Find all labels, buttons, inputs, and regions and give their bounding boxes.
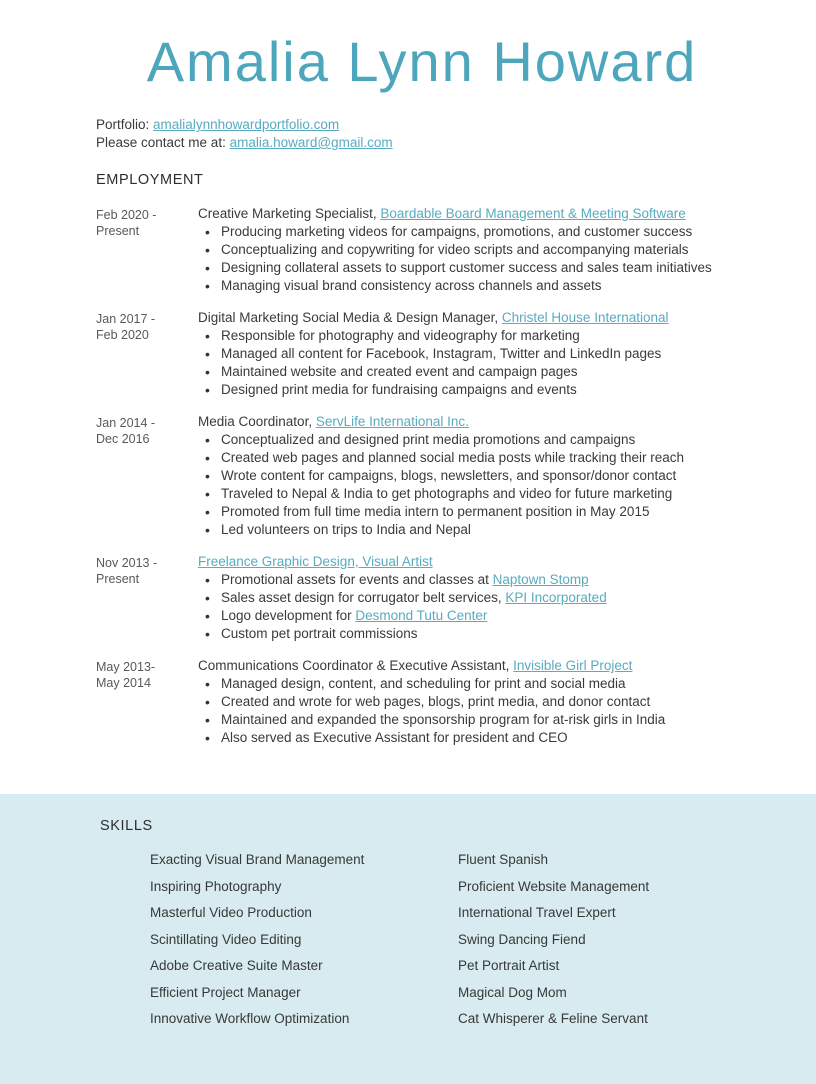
job-date-line: Jan 2017 - (96, 312, 156, 326)
bullet-text: Conceptualizing and copywriting for video scripts and accompanying materials (221, 242, 689, 257)
bullet-text: Designed print media for fundraising campaigns and events (221, 382, 577, 397)
skill-item: Scintillating Video Editing (150, 931, 302, 947)
bullet-text: Maintained website and created event and campaign pages (221, 364, 578, 379)
bullet-text: Custom pet portrait commissions (221, 626, 418, 641)
job-title (198, 553, 768, 571)
job-bullet (198, 449, 768, 467)
skill-item: Innovative Workflow Optimization (150, 1011, 350, 1026)
job-content (198, 309, 768, 399)
job-title-link[interactable]: Freelance Graphic Design, Visual Artist (198, 554, 433, 569)
bullet-text: Traveled to Nepal & India to get photographs and video for future marketing (221, 486, 673, 501)
job-dates (96, 657, 198, 747)
job-bullet (198, 607, 768, 625)
job-date-line: Dec 2016 (96, 432, 150, 446)
job-dates (96, 205, 198, 295)
job-bullet (198, 345, 768, 363)
skill-item: Masterful Video Production (150, 905, 312, 920)
bullet-text: Sales asset design for corrugator belt services, (221, 590, 506, 605)
contact-block (96, 116, 816, 152)
skill-item: Swing Dancing Fiend (458, 931, 586, 947)
skill-item: Fluent Spanish (458, 852, 549, 867)
job-entry (96, 205, 768, 295)
job-bullet (198, 277, 768, 295)
bullet-text: Managing visual brand consistency across channels and assets (221, 278, 602, 293)
job-title-text: Digital Marketing Social Media & Design Manager, (198, 310, 502, 325)
job-date-line: Nov 2013 - (96, 556, 158, 570)
bullet-link[interactable]: Naptown Stomp (492, 572, 589, 587)
job-entry (96, 657, 768, 747)
portfolio-line (96, 116, 816, 134)
contact-label: Please contact me at: (96, 135, 226, 150)
job-bullet (198, 327, 768, 345)
job-bullet (198, 259, 768, 277)
bullet-text: Producing marketing videos for campaigns, promotions, and customer success (221, 224, 693, 239)
job-title-text: Creative Marketing Specialist, (198, 206, 381, 221)
job-date-line: Feb 2020 - (96, 208, 157, 222)
skills-left-column (150, 847, 458, 1033)
job-title (198, 309, 768, 327)
job-bullet (198, 381, 768, 399)
bullet-text: Managed all content for Facebook, Instagram, Twitter and LinkedIn pages (221, 346, 662, 361)
job-title-link[interactable]: Christel House International (501, 310, 669, 325)
job-content (198, 205, 768, 295)
bullet-text: Wrote content for campaigns, blogs, newsletters, and sponsor/donor contact (221, 468, 677, 483)
job-bullets (198, 223, 768, 295)
skill-item: Cat Whisperer & Feline Servant (458, 1011, 648, 1026)
skill-item: Efficient Project Manager (150, 984, 301, 1000)
skill-item: Inspiring Photography (150, 878, 282, 894)
job-bullet (198, 521, 768, 539)
skill-item: International Travel Expert (458, 905, 616, 920)
page-title: Amalia Lynn Howard (146, 30, 698, 93)
bullet-text: Designing collateral assets to support customer success and sales team initiatives (221, 260, 712, 275)
bullet-text: Led volunteers on trips to India and Nepal (221, 522, 471, 537)
job-bullet (198, 223, 768, 241)
job-date-line: May 2013- (96, 660, 156, 674)
job-content (198, 413, 768, 539)
job-bullets (198, 675, 768, 747)
job-entry (96, 553, 768, 643)
job-bullet (198, 625, 768, 643)
job-title-link[interactable]: Boardable Board Management & Meeting Software (380, 206, 686, 221)
bullet-text: Promoted from full time media intern to permanent position in May 2015 (221, 504, 650, 519)
job-bullet (198, 675, 768, 693)
job-content (198, 657, 768, 747)
skills-heading: SKILLS (100, 818, 153, 834)
job-bullet (198, 693, 768, 711)
email-link[interactable]: amalia.howard@gmail.com (229, 135, 393, 150)
job-bullet (198, 711, 768, 729)
jobs-list (96, 205, 768, 747)
job-title (198, 657, 768, 675)
job-bullet (198, 431, 768, 449)
bullet-text: Created and wrote for web pages, blogs, print media, and donor contact (221, 694, 651, 709)
job-title-text: Media Coordinator, (198, 414, 316, 429)
job-title-link[interactable]: Invisible Girl Project (513, 658, 633, 673)
bullet-text: Created web pages and planned social media posts while tracking their reach (221, 450, 685, 465)
job-content (198, 553, 768, 643)
job-bullet (198, 571, 768, 589)
bullet-text: Promotional assets for events and classes at (221, 572, 493, 587)
skills-section (0, 794, 816, 1084)
job-entry (96, 309, 768, 399)
job-title (198, 413, 768, 431)
portfolio-link[interactable]: amalialynnhowardportfolio.com (153, 117, 340, 132)
job-title-link[interactable]: ServLife International Inc. (315, 414, 469, 429)
job-title-text: Communications Coordinator & Executive Assistant, (198, 658, 514, 673)
bullet-text: Managed design, content, and scheduling for print and social media (221, 676, 626, 691)
bullet-link[interactable]: KPI Incorporated (505, 590, 607, 605)
skill-item: Pet Portrait Artist (458, 958, 560, 973)
job-date-line: Jan 2014 - (96, 416, 156, 430)
job-bullets (198, 431, 768, 539)
job-bullet (198, 241, 768, 259)
job-bullets (198, 327, 768, 399)
skill-item: Magical Dog Mom (458, 984, 567, 1000)
job-dates (96, 413, 198, 539)
job-dates (96, 309, 198, 399)
job-bullet (198, 503, 768, 521)
email-line (96, 134, 816, 152)
job-date-line: Present (96, 224, 140, 238)
job-bullet (198, 729, 768, 747)
bullet-text: Conceptualized and designed print media promotions and campaigns (221, 432, 636, 447)
bullet-text: Logo development for (221, 608, 356, 623)
portfolio-label: Portfolio: (96, 117, 150, 132)
job-bullet (198, 467, 768, 485)
job-bullet (198, 485, 768, 503)
job-title (198, 205, 768, 223)
job-date-line: Present (96, 572, 140, 586)
job-bullets (198, 571, 768, 643)
job-dates (96, 553, 198, 643)
employment-heading: EMPLOYMENT (96, 172, 204, 188)
skill-item: Adobe Creative Suite Master (150, 958, 323, 973)
job-bullet (198, 589, 768, 607)
bullet-text: Also served as Executive Assistant for president and CEO (221, 730, 568, 745)
skill-item: Exacting Visual Brand Management (150, 852, 365, 867)
job-bullet (198, 363, 768, 381)
job-date-line: May 2014 (96, 676, 151, 690)
skills-right-column (458, 847, 816, 1033)
skill-item: Proficient Website Management (458, 878, 650, 894)
bullet-link[interactable]: Desmond Tutu Center (355, 608, 488, 623)
bullet-text: Responsible for photography and videography for marketing (221, 328, 580, 343)
skills-grid (150, 847, 816, 1033)
job-date-line: Feb 2020 (96, 328, 149, 342)
bullet-text: Maintained and expanded the sponsorship program for at-risk girls in India (221, 712, 666, 727)
resume-page (0, 28, 816, 1084)
job-entry (96, 413, 768, 539)
